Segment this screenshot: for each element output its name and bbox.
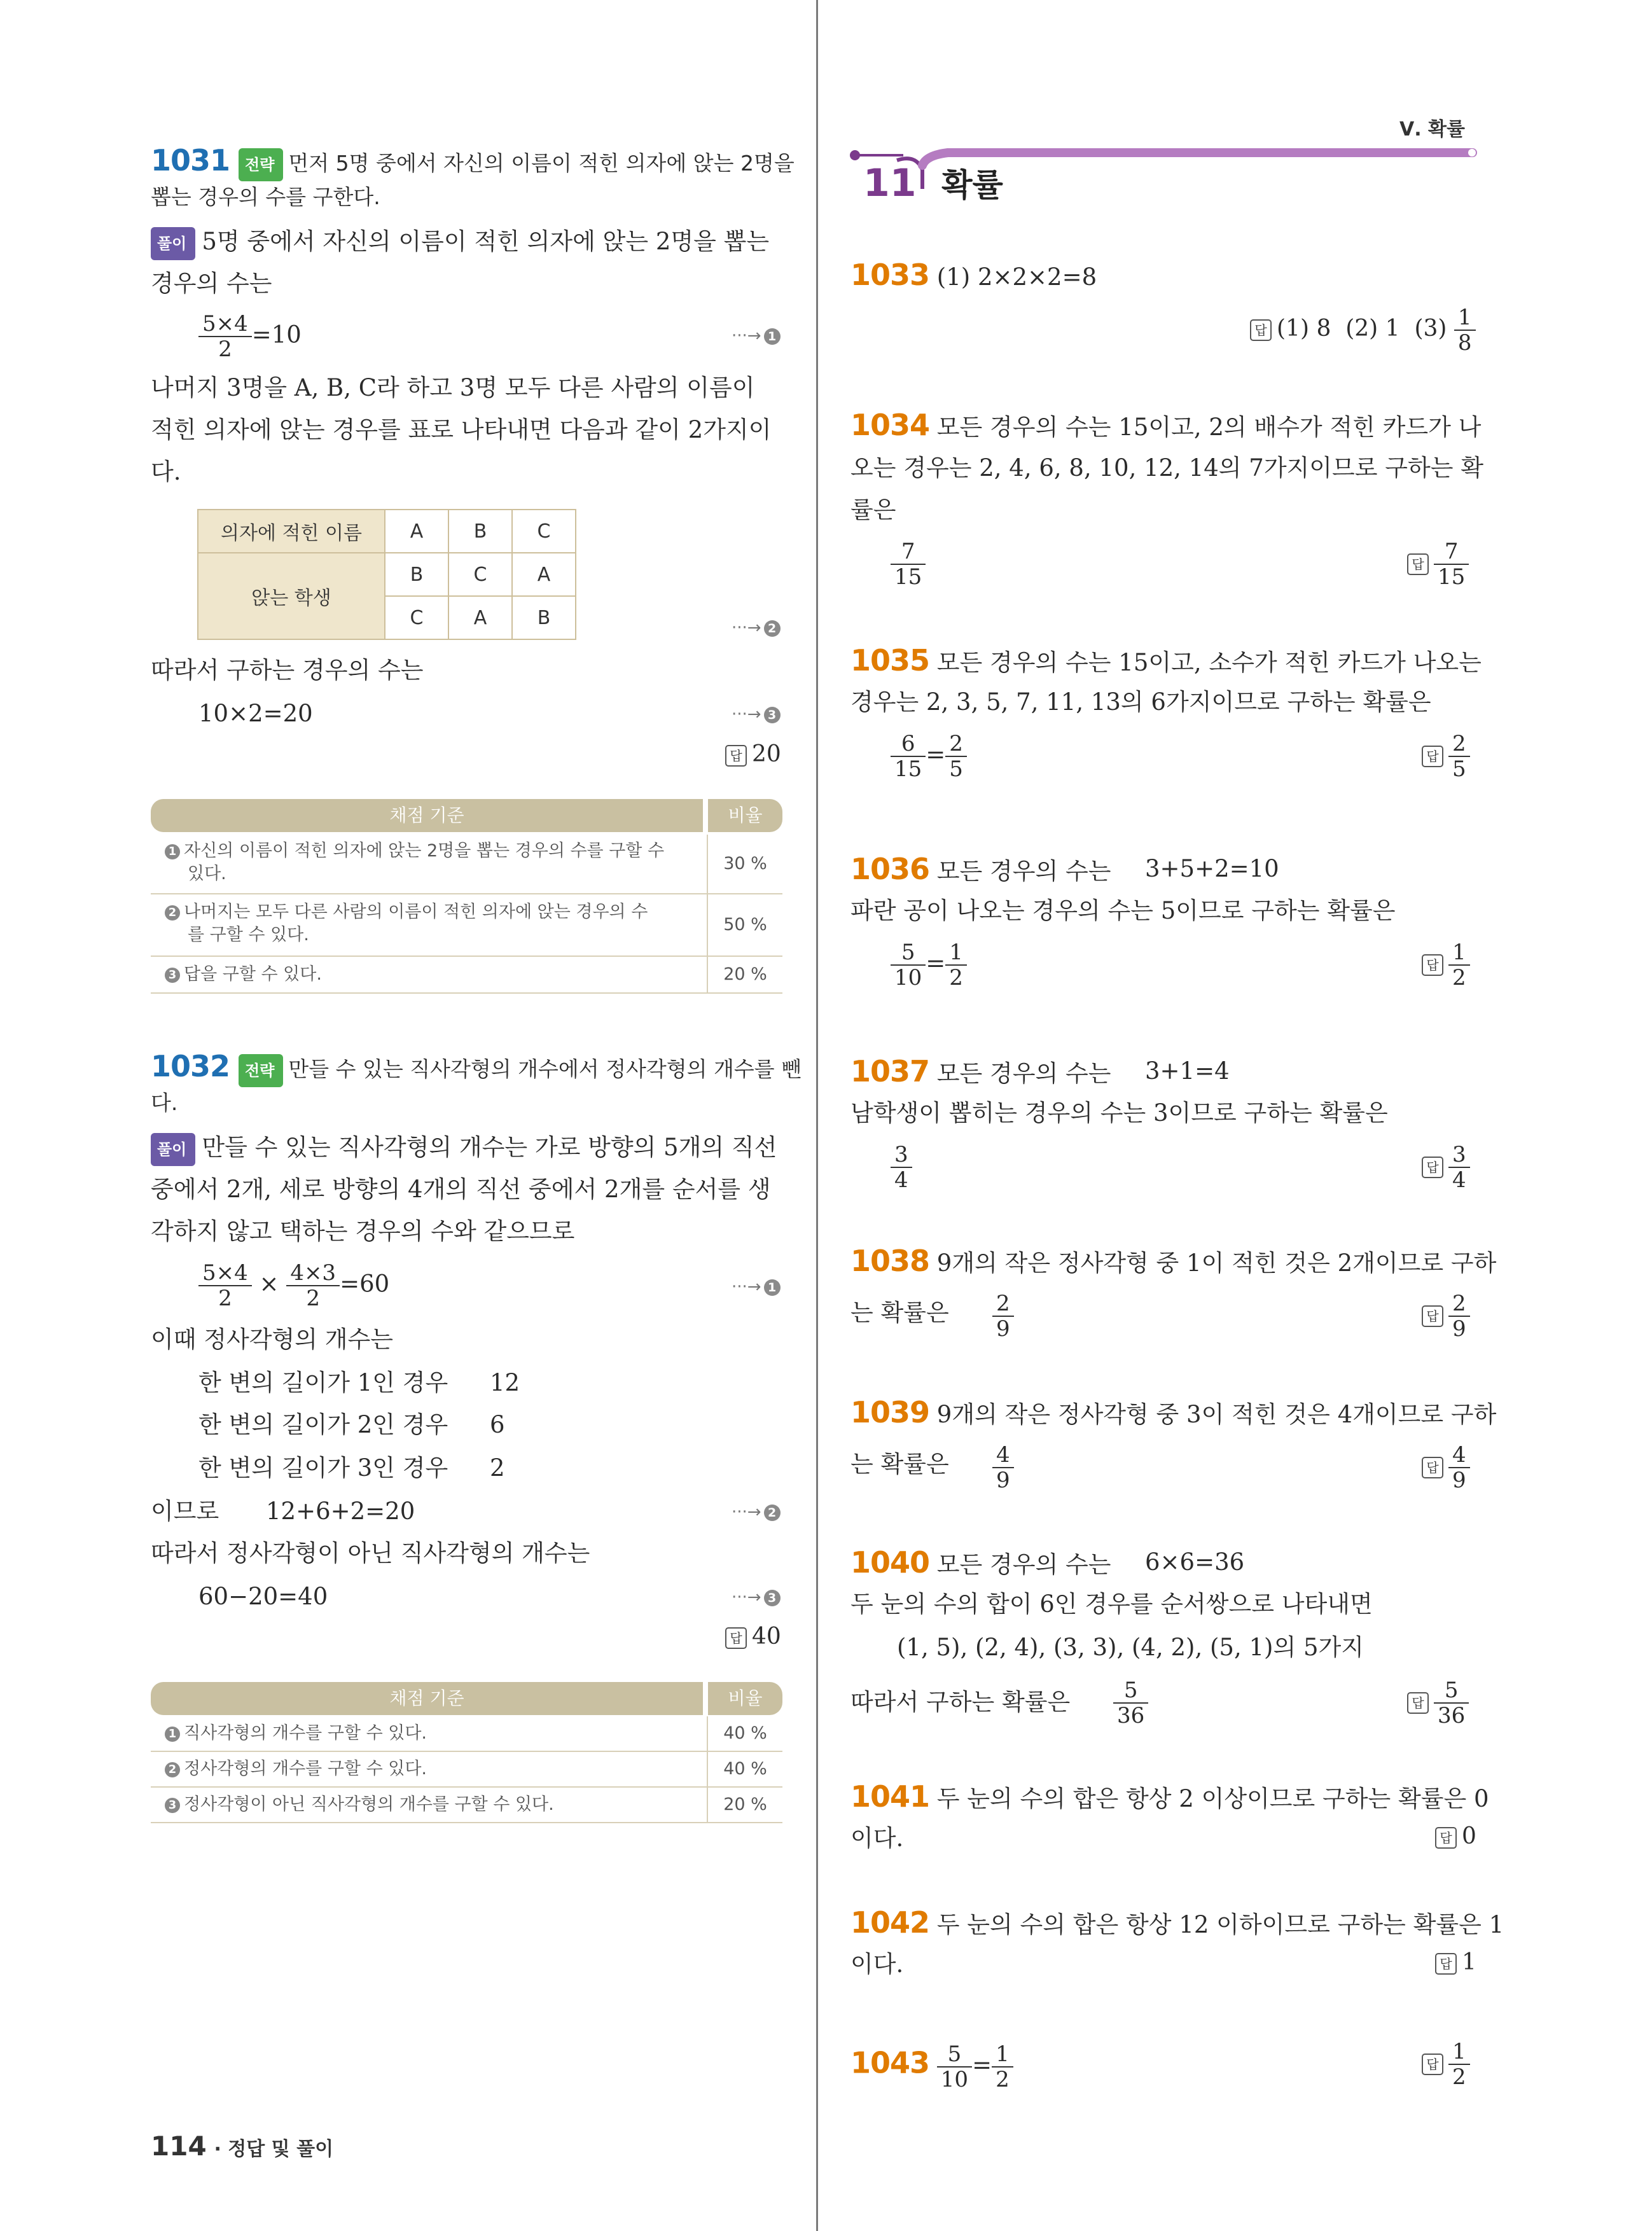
text: 는 확률은 — [850, 1450, 949, 1478]
footer-text: · 정답 및 풀이 — [214, 2138, 334, 2160]
problem-number: 1042 — [850, 1905, 930, 1940]
grading-row: 2 나머지는 모두 다른 사람의 이름이 적힌 의자에 앉는 경우의 수 를 구할 수 있다. 50 % — [151, 894, 782, 957]
step-marker: ···→ 2 — [732, 1503, 781, 1522]
grading-header: 채점 기준 — [151, 1682, 703, 1715]
answer: 답 $\frac{5}{36}$ — [1407, 1678, 1469, 1728]
answer-icon: 답 — [1422, 1305, 1443, 1327]
problem-number: 1031 — [151, 143, 230, 177]
answer: 답 0 — [1435, 1823, 1476, 1849]
table-cell: C — [448, 553, 512, 596]
step-marker: ···→ 2 — [732, 618, 781, 637]
formula-result: =10 — [251, 321, 302, 349]
answer: 답 $\frac{2}{5}$ — [1422, 732, 1470, 781]
formula: $\frac{7}{15}$ — [891, 539, 926, 589]
answer-icon: 답 — [1422, 954, 1443, 976]
grading-table — [151, 799, 782, 994]
table-cell: B — [512, 596, 576, 639]
answer: 답 1 — [1435, 1949, 1476, 1975]
text: 5명 중에서 자신의 이름이 적힌 의자에 앉는 2명을 뽑는 — [202, 228, 770, 255]
problem-number: 1038 — [850, 1244, 930, 1278]
text: 남학생이 뽑히는 경우의 수는 3이므로 구하는 확률은 — [850, 1099, 1388, 1127]
grading-row: 3 정사각형이 아닌 직사각형의 개수를 구할 수 있다. 20 % — [151, 1788, 782, 1823]
formula: $\frac{2}{9}$ — [992, 1291, 1014, 1341]
table-cell: C — [512, 510, 576, 553]
answer-icon: 답 — [1422, 746, 1443, 767]
problem-number: 1043 — [850, 2045, 930, 2080]
problem-1041: 1041 두 눈의 수의 합은 항상 2 이상이므로 구하는 확률은 0 — [850, 1779, 1489, 1814]
text: 따라서 정사각형이 아닌 직사각형의 개수는 — [151, 1539, 590, 1567]
answer: 답 20 — [725, 741, 781, 767]
step-marker: ···→ 3 — [732, 705, 781, 724]
answer-icon: 답 — [1422, 1157, 1443, 1178]
section-title: Ⅴ. 확률 — [1399, 118, 1466, 141]
problem-1040: 1040 모든 경우의 수는 — [850, 1545, 1111, 1580]
problem-number: 1035 — [850, 643, 930, 678]
problem-1043: 1043 $\frac{5}{10}$ = $\frac{1}{2}$ — [850, 2042, 1013, 2092]
table-cell: B — [448, 510, 512, 553]
table-cell: C — [385, 596, 448, 639]
grading-row: 1 직사각형의 개수를 구할 수 있다. 40 % — [151, 1716, 782, 1752]
formula: $\frac{6}{15}$ = $\frac{2}{5}$ — [891, 732, 967, 781]
text: 이므로 — [151, 1498, 219, 1525]
problem-1035: 1035 모든 경우의 수는 15이고, 소수가 적힌 카드가 나오는 — [850, 643, 1482, 678]
text: 이다. — [850, 1824, 904, 1852]
answer-icon: 답 — [1422, 2054, 1443, 2075]
formula: $\frac{5}{10}$ = $\frac{1}{2}$ — [891, 940, 967, 990]
text: 각하지 않고 택하는 경우의 수와 같으므로 — [151, 1218, 575, 1245]
chapter-name: 확률 — [941, 167, 1003, 204]
formula: 3+5+2=10 — [1145, 855, 1279, 882]
text: 다. — [151, 458, 181, 485]
formula: 10×2=20 — [198, 700, 313, 727]
fraction: $\frac{5\times 4}{2}$ — [198, 312, 252, 361]
step-marker: ···→ 1 — [732, 1277, 781, 1296]
text: 오는 경우는 2, 4, 6, 8, 10, 12, 14의 7가지이므로 구하는 확 — [850, 454, 1484, 482]
grading-ratio-header: 비율 — [708, 799, 782, 832]
text: 는 확률은 — [850, 1299, 949, 1326]
problem-1039: 1039 9개의 작은 정사각형 중 3이 적힌 것은 4개이므로 구하 — [850, 1395, 1497, 1429]
strategy-text-cont: 뽑는 경우의 수를 구한다. — [151, 184, 380, 209]
page-footer — [151, 2131, 333, 2165]
value: 2 — [490, 1454, 505, 1482]
seating-table — [197, 509, 576, 640]
answer-icon: 답 — [1435, 1953, 1457, 1975]
value: 6 — [490, 1411, 505, 1438]
problem-number: 1034 — [850, 408, 930, 442]
answer: 답 $\frac{4}{9}$ — [1422, 1443, 1470, 1492]
answer: 답 $\frac{7}{15}$ — [1407, 539, 1469, 589]
answer-icon: 답 — [1435, 1827, 1457, 1849]
problem-1042: 1042 두 눈의 수의 합은 항상 12 이하이므로 구하는 확률은 1 — [850, 1905, 1504, 1940]
grading-header: 채점 기준 — [151, 799, 703, 832]
text: 따라서 구하는 경우의 수는 — [151, 657, 424, 684]
table-cell: A — [385, 510, 448, 553]
text: 두 눈의 수의 합이 6인 경우를 순서쌍으로 나타내면 — [850, 1590, 1373, 1618]
answer: 답 $\frac{1}{2}$ — [1422, 940, 1470, 990]
text: 률은 — [850, 496, 896, 524]
answer-icon: 답 — [1407, 553, 1429, 575]
text: 한 변의 길이가 1인 경우 — [198, 1369, 448, 1396]
problem-number: 1032 — [151, 1049, 230, 1083]
grading-row: 2 정사각형의 개수를 구할 수 있다. 40 % — [151, 1752, 782, 1788]
problem-1032-header — [151, 1051, 802, 1087]
problem-number: 1039 — [850, 1395, 930, 1429]
problem-1038: 1038 9개의 작은 정사각형 중 1이 적힌 것은 2개이므로 구하 — [850, 1244, 1497, 1278]
problem-1036: 1036 모든 경우의 수는 — [850, 852, 1111, 886]
text: 경우의 수는 — [151, 270, 272, 297]
answer: 답 (1) 8 (2) 1 (3) $\frac{1}{8}$ — [1250, 305, 1476, 355]
problem-number: 1033 — [850, 258, 930, 292]
chapter-title — [863, 161, 1003, 205]
column-divider — [816, 0, 818, 2231]
answer-icon: 답 — [725, 1627, 747, 1649]
value: 12 — [490, 1369, 520, 1396]
strategy-text: 먼저 5명 중에서 자신의 이름이 적힌 의자에 앉는 2명을 — [288, 151, 795, 176]
step-marker: ···→ 3 — [732, 1588, 781, 1607]
formula: $\frac{5}{36}$ — [1113, 1678, 1148, 1728]
problem-1033: 1033 (1) 2×2×2=8 — [850, 258, 1097, 292]
chapter-number: 11 — [863, 161, 917, 205]
solution-tag: 풀이 — [151, 1133, 195, 1166]
problem-number: 1040 — [850, 1545, 930, 1580]
formula: 6×6=36 — [1145, 1548, 1245, 1576]
answer-icon: 답 — [1250, 319, 1272, 341]
strategy-tag: 전략 — [239, 148, 283, 181]
grading-row: 1 자신의 이름이 적힌 의자에 앉는 2명을 뽑는 경우의 수를 구할 수 있다. 30 % — [151, 835, 782, 894]
problem-number: 1036 — [850, 852, 930, 886]
table-cell: B — [385, 553, 448, 596]
table-header: 의자에 적힌 이름 — [198, 510, 385, 553]
formula: $\frac{3}{4}$ — [891, 1143, 912, 1192]
text: 적힌 의자에 앉는 경우를 표로 나타내면 다음과 같이 2가지이 — [151, 416, 772, 443]
text: 한 변의 길이가 2인 경우 — [198, 1411, 448, 1438]
problem-number: 1041 — [850, 1779, 930, 1814]
grading-row: 3 답을 구할 수 있다. 20 % — [151, 957, 782, 994]
formula: 60−20=40 — [198, 1583, 328, 1610]
formula — [198, 312, 302, 361]
solution-line — [151, 1132, 777, 1166]
formula: 3+1=4 — [1145, 1057, 1230, 1085]
table-cell: A — [448, 596, 512, 639]
answer-icon: 답 — [1407, 1692, 1429, 1714]
text: 한 변의 길이가 3인 경우 — [198, 1454, 448, 1482]
table-header: 앉는 학생 — [198, 553, 385, 639]
text: 중에서 2개, 세로 방향의 4개의 직선 중에서 2개를 순서를 생 — [151, 1176, 771, 1203]
text: 만들 수 있는 직사각형의 개수는 가로 방향의 5개의 직선 — [202, 1134, 777, 1161]
answer-icon: 답 — [725, 745, 747, 767]
text: 나머지 3명을 A, B, C라 하고 3명 모두 다른 사람의 이름이 — [151, 374, 755, 401]
text: (1, 5), (2, 4), (3, 3), (4, 2), (5, 1)의 5가지 — [897, 1634, 1364, 1661]
page-number: 114 — [151, 2130, 207, 2162]
text: 이다. — [850, 1950, 904, 1978]
strategy-tag: 전략 — [239, 1054, 283, 1087]
formula: $\frac{5\times 4}{2}$ × $\frac{4\times 3}{2}$ =60 — [198, 1261, 389, 1310]
table-cell: A — [512, 553, 576, 596]
problem-number: 1037 — [850, 1054, 930, 1088]
answer-icon: 답 — [1422, 1457, 1443, 1478]
strategy-text-cont: 다. — [151, 1090, 178, 1115]
text: 경우는 2, 3, 5, 7, 11, 13의 6가지이므로 구하는 확률은 — [850, 688, 1431, 716]
text: 이때 정사각형의 개수는 — [151, 1326, 393, 1353]
problem-1031-header — [151, 145, 795, 181]
problem-1034: 1034 모든 경우의 수는 15이고, 2의 배수가 적힌 카드가 나 — [850, 408, 1482, 442]
answer: 답 40 — [725, 1623, 781, 1650]
answer: 답 $\frac{3}{4}$ — [1422, 1143, 1470, 1192]
answer: 답 $\frac{2}{9}$ — [1422, 1291, 1470, 1341]
step-marker: ···→ 1 — [732, 326, 781, 345]
formula: $\frac{4}{9}$ — [992, 1443, 1014, 1492]
formula: 12+6+2=20 — [266, 1498, 415, 1525]
text: 따라서 구하는 확률은 — [850, 1688, 1071, 1716]
strategy-text: 만들 수 있는 직사각형의 개수에서 정사각형의 개수를 뺀 — [288, 1057, 802, 1081]
solution-tag: 풀이 — [151, 227, 195, 260]
problem-1037: 1037 모든 경우의 수는 — [850, 1054, 1111, 1088]
grading-ratio-header: 비율 — [708, 1682, 782, 1715]
text: 파란 공이 나오는 경우의 수는 5이므로 구하는 확률은 — [850, 897, 1396, 924]
grading-table — [151, 1682, 782, 1824]
solution-line — [151, 226, 769, 260]
answer: 답 $\frac{1}{2}$ — [1422, 2040, 1470, 2089]
